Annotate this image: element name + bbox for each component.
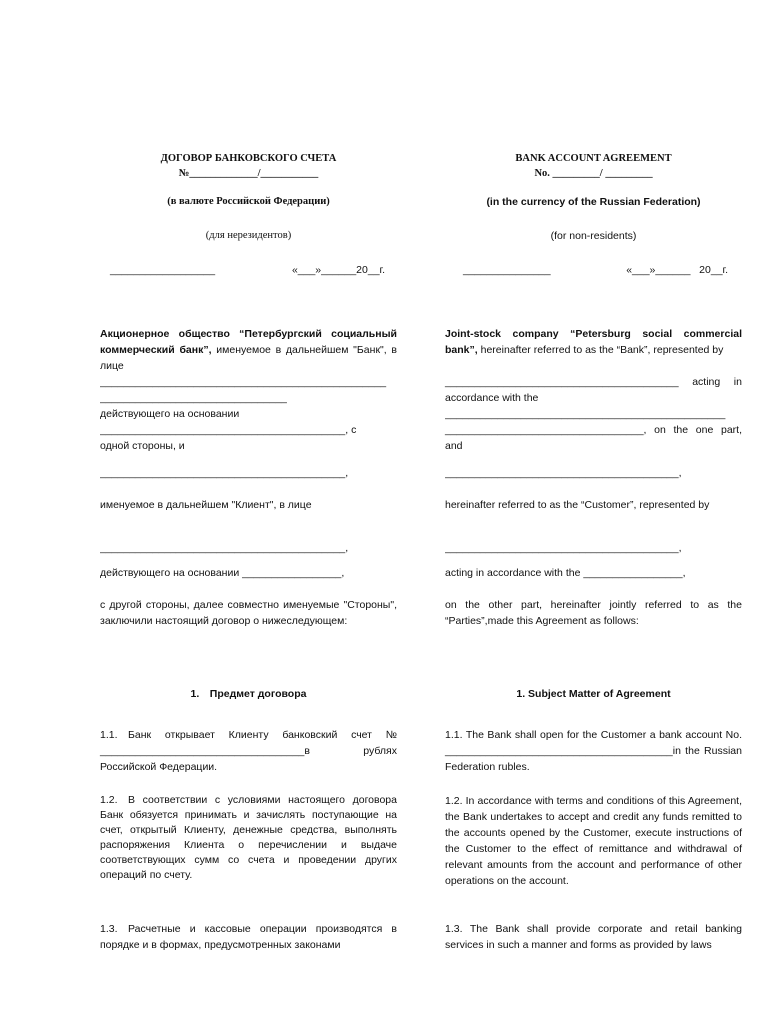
ru-acting-basis bbox=[100, 406, 397, 422]
en-section-1-heading: 1. Subject Matter of Agreement bbox=[516, 688, 671, 700]
en-clause-1-1: 1.1. The Bank shall open for the Customer a bank account No. _______________________________________in the Russian Federation rubles. bbox=[445, 729, 742, 773]
ru-client-rep-line: __________________________________________, bbox=[100, 542, 349, 554]
en-number-line: No. _________/ _________ bbox=[534, 168, 653, 179]
en-bank-rest: hereinafter referred to as the “Bank”, represented by bbox=[477, 344, 724, 356]
en-client-line: ________________________________________, bbox=[445, 467, 682, 479]
ru-client-basis: действующего на основании _________________, bbox=[100, 567, 345, 579]
en-client-named: hereinafter referred to as the “Customer”, represented by bbox=[445, 499, 710, 511]
ru-bank-paragraph bbox=[100, 326, 397, 374]
ru-clause-1-2: 1.2. В соответствии с условиями настоящего договора Банк обязуется принимать и зачислять поступающие на счет, открытый Клиенту, денежные средства, выполнять распоряжения Клиента о перечислении и выдаче соответствующих сумм со счета и проведении других операций по счету. bbox=[100, 794, 397, 881]
en-other-part: on the other part, hereinafter jointly referred to as the “Parties”,made this Agreement as follows: bbox=[445, 599, 742, 627]
en-place-line: _______________ bbox=[463, 264, 551, 276]
ru-clause-1-1: 1.1. Банк открывает Клиенту банковский счет № ___________________________________в рублях Российской Федерации. bbox=[100, 729, 397, 773]
ru-section-1-heading: 1. Предмет договора bbox=[190, 688, 307, 700]
ru-number-line: №_____________/___________ bbox=[178, 168, 319, 179]
en-date-line: «___»______ 20__г. bbox=[626, 264, 728, 276]
en-client-basis: acting in accordance with the _________________, bbox=[445, 567, 686, 579]
ru-clause-1-3: 1.3. Расчетные и кассовые операции производятся в порядке и в формах, предусмотренных законами bbox=[100, 923, 397, 951]
ru-residents-note: (для нерезидентов) bbox=[205, 230, 292, 241]
ru-date-line: «___»______20__г. bbox=[291, 264, 385, 276]
ru-basis-line: __________________________________________, с bbox=[100, 424, 357, 436]
en-place-date bbox=[463, 262, 728, 278]
en-clause-1-2: 1.2. In accordance with terms and conditions of this Agreement, the Bank undertakes to accept and credit any funds remitted to the accounts opened by the Customer, execute instructions of the Customer to the effect of remittance and withdrawal of relevant amounts from the account and performance of other operations on the account. bbox=[445, 795, 742, 887]
ru-bank-name: Акционерное общество “Петербургский социальный коммерческий банк”, bbox=[100, 328, 397, 356]
ru-client-line: __________________________________________, bbox=[100, 467, 349, 479]
ru-acting-basis-text: действующего на основании bbox=[100, 408, 240, 420]
en-title: BANK ACCOUNT AGREEMENT bbox=[515, 153, 672, 164]
ru-bank-rest: именуемое в дальнейшем "Банк", в лице bbox=[100, 344, 397, 372]
ru-other-side: с другой стороны, далее совместно именуемые "Стороны", заключили настоящий договор о нижеследующем: bbox=[100, 599, 397, 627]
en-currency-note: (in the currency of the Russian Federation) bbox=[486, 196, 701, 208]
ru-title: ДОГОВОР БАНКОВСКОГО СЧЕТА bbox=[160, 153, 337, 164]
ru-one-side: одной стороны, и bbox=[100, 440, 185, 452]
ru-client-named: именуемое в дальнейшем "Клиент", в лице bbox=[100, 499, 312, 511]
en-client-rep-line: ________________________________________, bbox=[445, 542, 682, 554]
en-one-part: __________________________________, on the one part, and bbox=[445, 424, 742, 452]
ru-currency-note: (в валюте Российской Федерации) bbox=[167, 196, 330, 207]
ru-place-line: __________________ bbox=[110, 264, 216, 276]
ru-rep-line-1: _________________________________________________ bbox=[100, 376, 387, 388]
en-residents-note: (for non-residents) bbox=[550, 230, 637, 242]
en-bank-name: Joint-stock company “Petersburg social commercial bank”, bbox=[445, 328, 742, 356]
en-bank-paragraph bbox=[445, 326, 742, 358]
en-basis-line: ________________________________________________ bbox=[445, 408, 726, 420]
en-rep-line: ________________________________________ acting in accordance with the bbox=[445, 376, 742, 404]
ru-rep-line-2: ________________________________ bbox=[100, 392, 287, 404]
en-clause-1-3: 1.3. The Bank shall provide corporate and retail banking services in such a manner and forms as provided by laws bbox=[445, 923, 742, 951]
ru-place-date bbox=[110, 262, 385, 278]
